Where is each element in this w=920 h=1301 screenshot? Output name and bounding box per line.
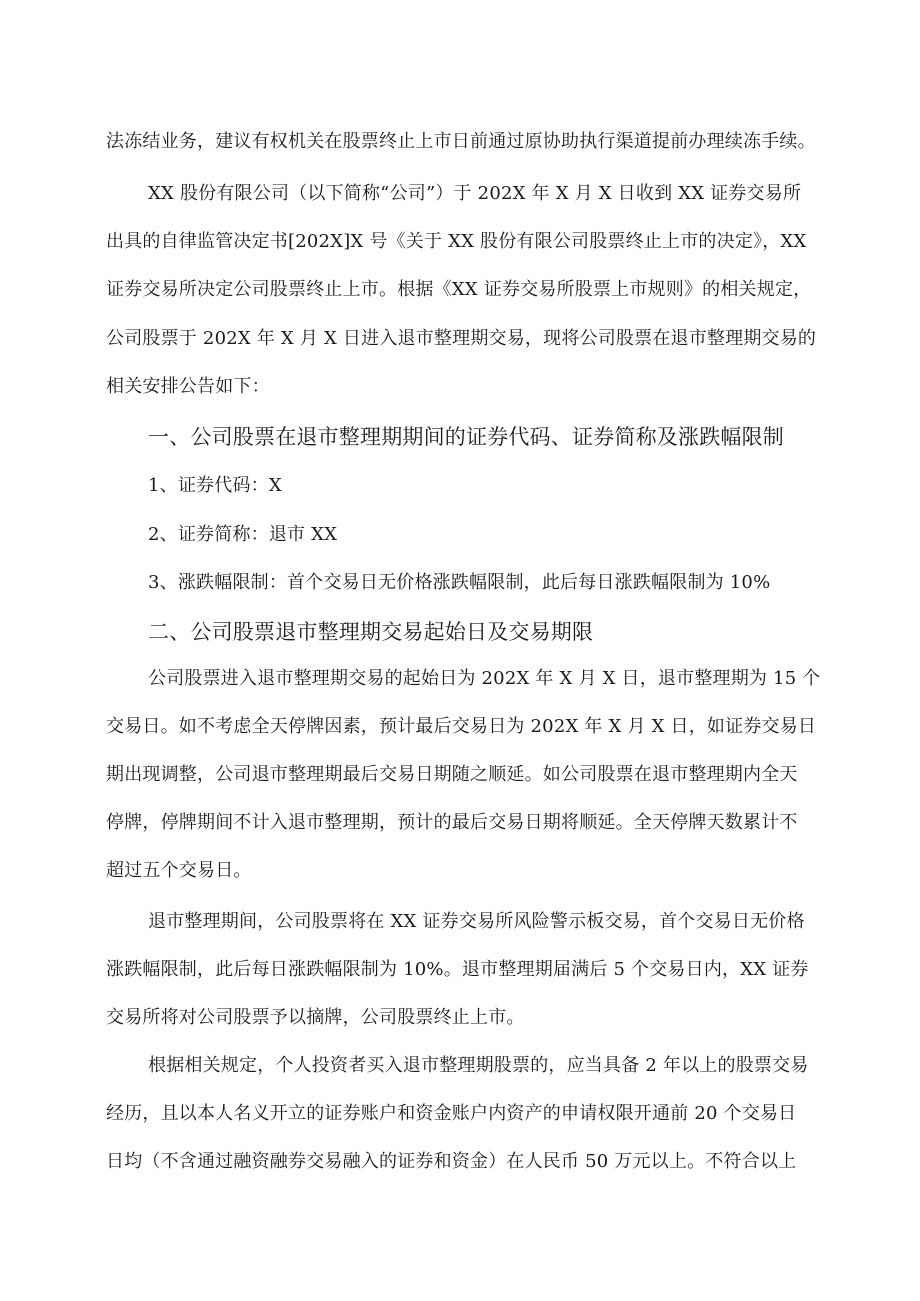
section-heading-2: 二、公司股票退市整理期交易起始日及交易期限 xyxy=(148,620,594,644)
paragraph-line-1: 法冻结业务，建议有权机关在股票终止上市日前通过原协助执行渠道提前办理续冻手续。 xyxy=(106,131,816,152)
paragraph-line-10: 停牌，停牌期间不计入退市整理期，预计的最后交易日期将顺延。全天停牌天数累计不 xyxy=(106,812,798,833)
paragraph-line-11: 超过五个交易日。 xyxy=(106,860,252,881)
list-item-3: 3、涨跌幅限制：首个交易日无价格涨跌幅限制，此后每日涨跌幅限制为 10% xyxy=(148,572,771,593)
section-heading-1: 一、公司股票在退市整理期期间的证券代码、证券简称及涨跌幅限制 xyxy=(148,425,784,449)
paragraph-line-9: 期出现调整，公司退市整理期最后交易日期随之顺延。如公司股票在退市整理期内全天 xyxy=(106,764,798,785)
list-item-2: 2、证券简称：退市 XX xyxy=(148,524,338,545)
paragraph-line-2: XX 股份有限公司（以下简称“公司”）于 202X 年 X 月 X 日收到 XX 证券交易所 xyxy=(148,183,802,204)
paragraph-line-3: 出具的自律监管决定书[202X]X 号《关于 XX 股份有限公司股票终止上市的决定》，XX xyxy=(106,231,807,252)
paragraph-line-8: 交易日。如不考虑全天停牌因素，预计最后交易日为 202X 年 X 月 X 日，如证券交易日 xyxy=(106,716,817,737)
paragraph-line-13: 涨跌幅限制，此后每日涨跌幅限制为 10%。退市整理期届满后 5 个交易日内，XX 证券 xyxy=(106,959,809,980)
paragraph-line-12: 退市整理期间，公司股票将在 XX 证券交易所风险警示板交易，首个交易日无价格 xyxy=(148,911,805,932)
paragraph-line-4: 证券交易所决定公司股票终止上市。根据《XX 证券交易所股票上市规则》的相关规定， xyxy=(106,279,812,300)
paragraph-line-17: 日均（不含通过融资融券交易融入的证券和资金）在人民币 50 万元以上。不符合以上 xyxy=(106,1151,797,1172)
paragraph-line-5: 公司股票于 202X 年 X 月 X 日进入退市整理期交易，现将公司股票在退市整理期交易的 xyxy=(106,328,817,349)
paragraph-line-16: 经历，且以本人名义开立的证券账户和资金账户内资产的申请权限开通前 20 个交易日 xyxy=(106,1103,797,1124)
list-item-1: 1、证券代码：X xyxy=(148,475,282,496)
paragraph-line-14: 交易所将对公司股票予以摘牌，公司股票终止上市。 xyxy=(106,1007,525,1028)
paragraph-line-15: 根据相关规定，个人投资者买入退市整理期股票的，应当具备 2 年以上的股票交易 xyxy=(148,1055,809,1076)
paragraph-line-6: 相关安排公告如下： xyxy=(106,376,270,397)
paragraph-line-7: 公司股票进入退市整理期交易的起始日为 202X 年 X 月 X 日，退市整理期为 15 个 xyxy=(148,668,821,689)
